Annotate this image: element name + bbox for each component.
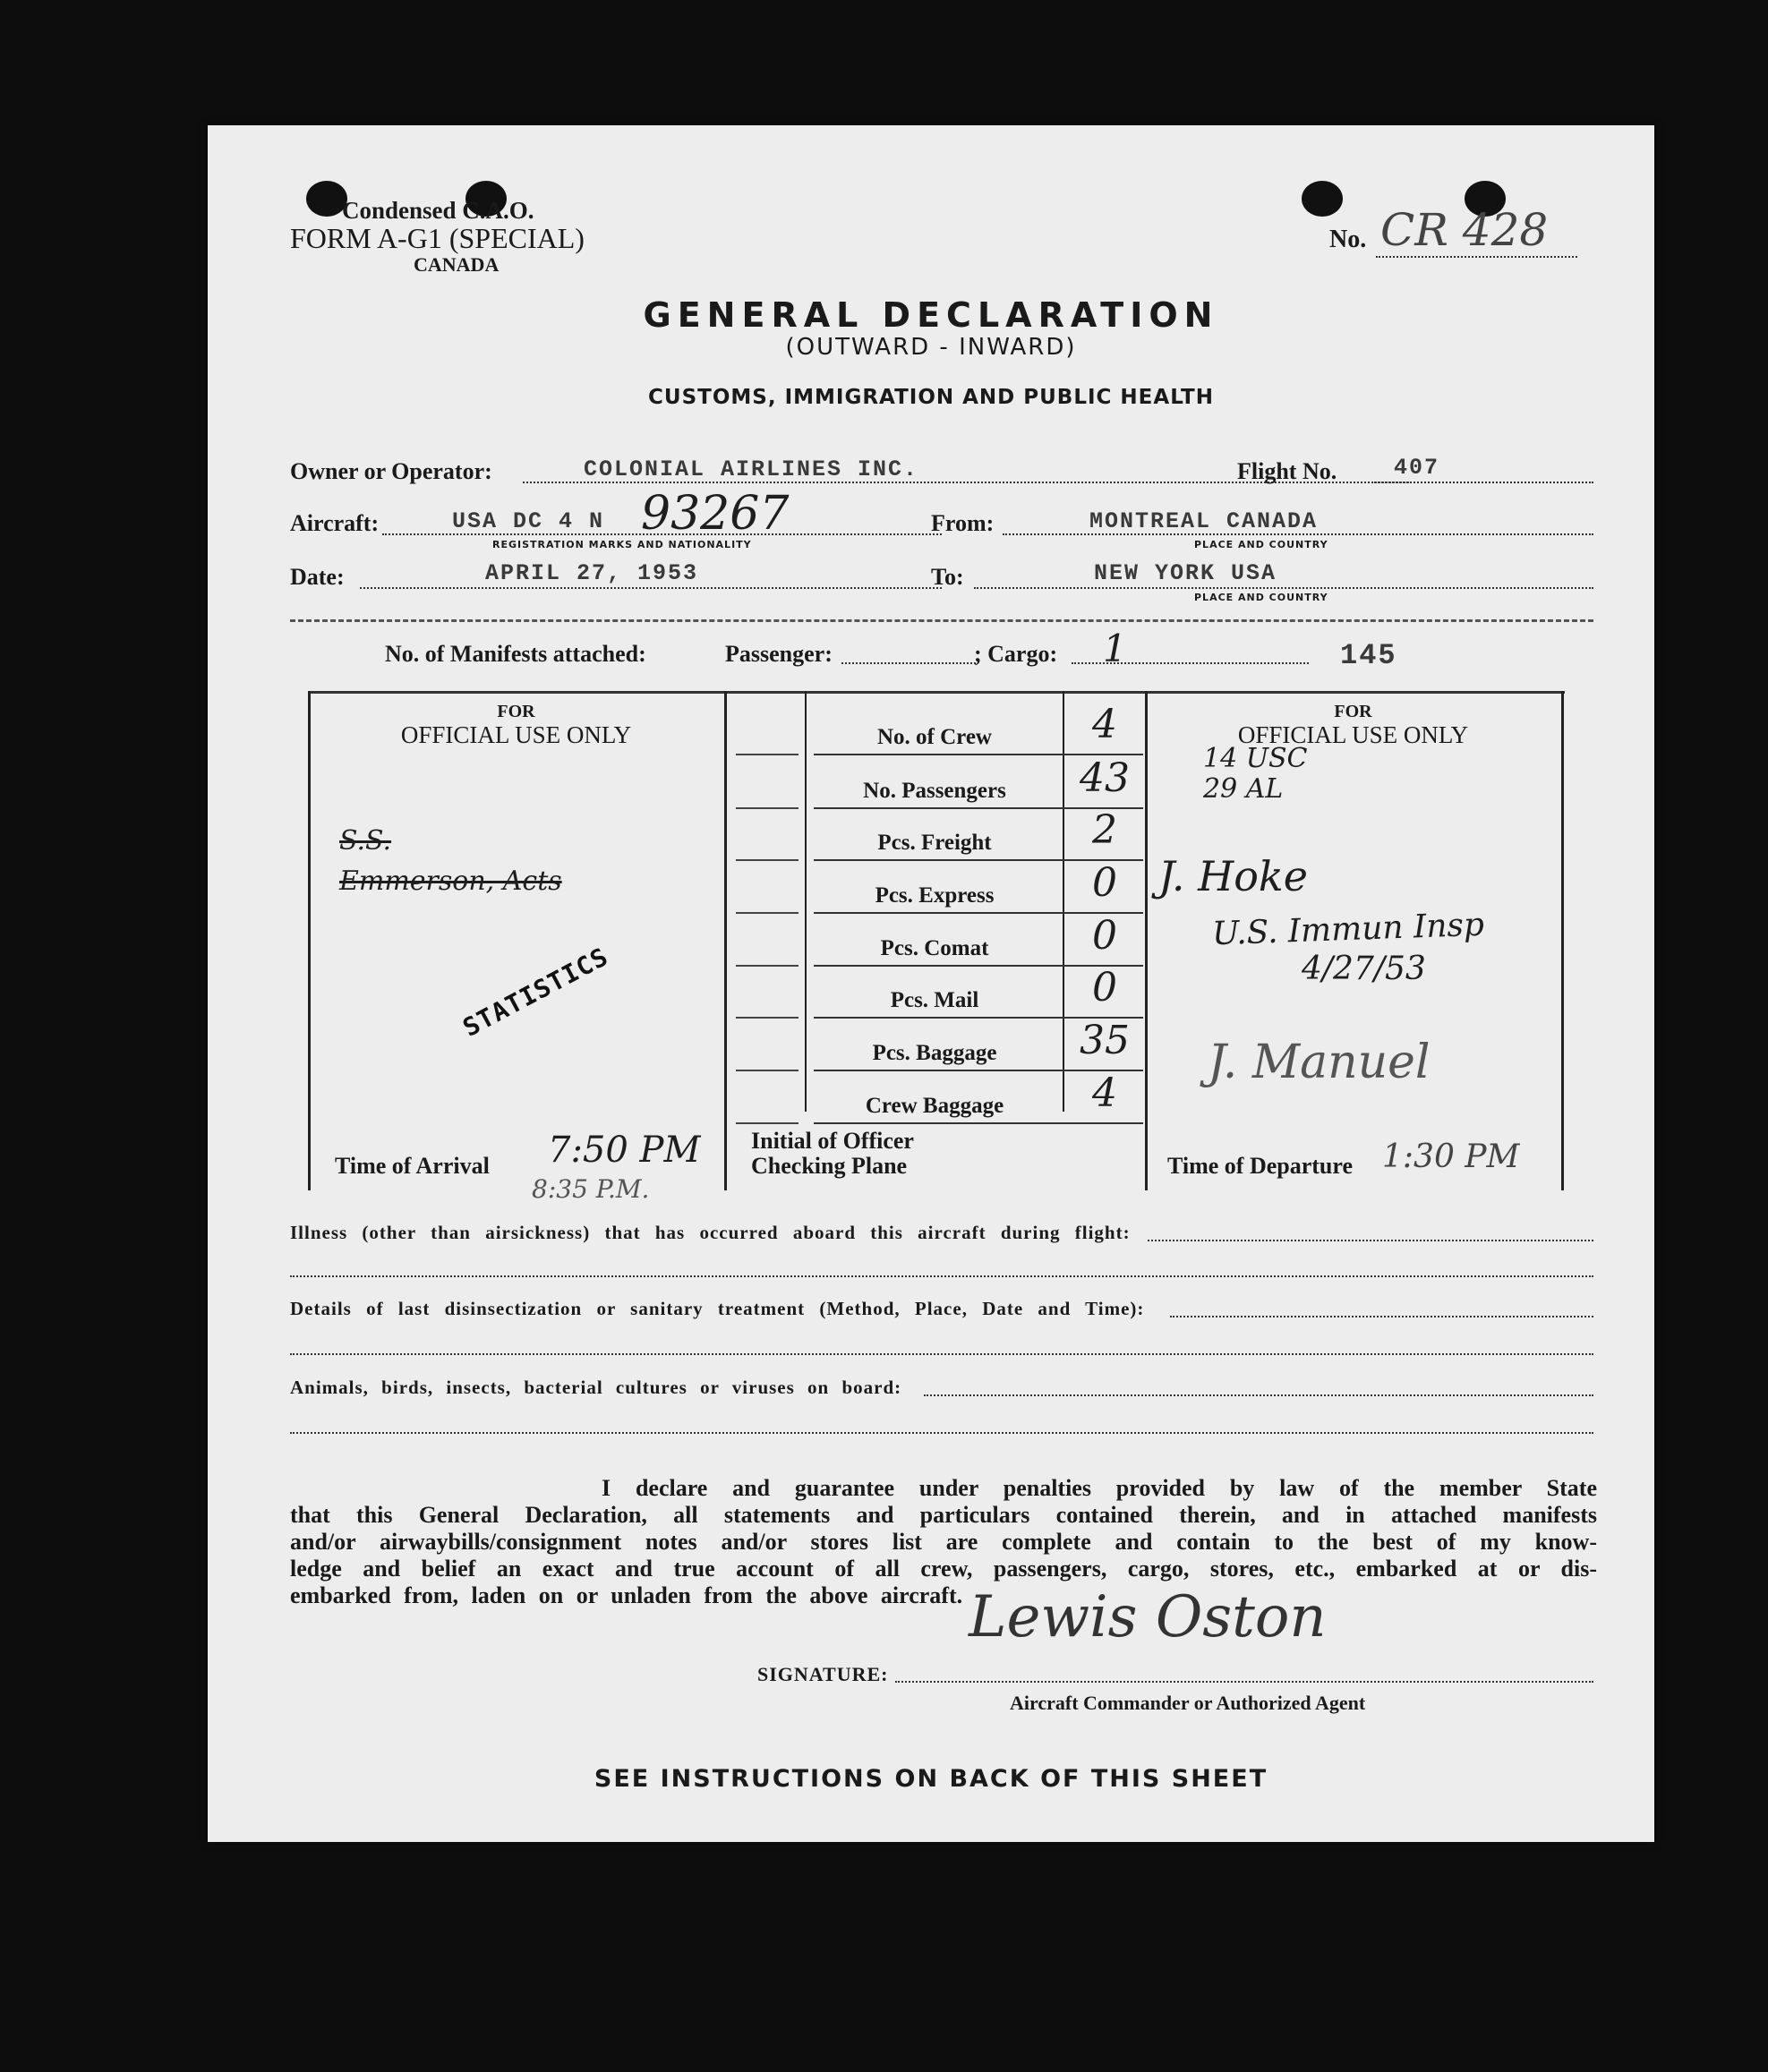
declaration-line-2: that this General Declaration, all statements and particulars contained therein, and in attached manifests <box>290 1502 1597 1528</box>
right-note-2: 29 AL <box>1203 773 1284 805</box>
declaration-line-3: and/or airwaybills/consignment notes and/or stores list are complete and contain to the best of my know- <box>290 1529 1597 1555</box>
declaration-line-4: ledge and belief an exact and true account of all crew, passengers, cargo, stores, etc., embarked at or dis- <box>290 1556 1597 1582</box>
condensed-line: Condensed C.A.O. <box>342 197 534 224</box>
manifests-extra-value: 145 <box>1340 639 1397 672</box>
disinsectization-line-2 <box>290 1353 1593 1355</box>
table-top-rule <box>308 691 1565 694</box>
manifests-passenger-line <box>841 662 976 664</box>
animals-question: Animals, birds, insects, bacterial cultures or viruses on board: <box>290 1377 902 1398</box>
declaration-line-5: embarked from, laden on or unladen from the above aircraft. <box>290 1582 963 1608</box>
comat-row-label: Pcs. Comat <box>880 936 989 960</box>
left-strike-2: Emmerson, Acts <box>339 865 562 897</box>
to-line <box>974 587 1593 589</box>
from-value[interactable]: MONTREAL CANADA <box>1089 508 1319 534</box>
illness-line-1 <box>1148 1240 1593 1241</box>
manifests-cargo-value[interactable]: 1 <box>1103 627 1127 670</box>
express-value[interactable]: 0 <box>1092 860 1117 906</box>
initial-blank-7 <box>736 1070 799 1071</box>
from-caption: PLACE AND COUNTRY <box>1194 539 1328 550</box>
initial-blank-5 <box>736 965 799 967</box>
arrival-value-2: 8:35 P.M. <box>532 1174 650 1204</box>
right-inspector: U.S. Immun Insp <box>1211 906 1485 953</box>
aircraft-typed[interactable]: USA DC 4 N <box>452 508 605 534</box>
manifests-cargo-label: ; Cargo: <box>974 641 1058 667</box>
flight-line <box>1371 482 1593 483</box>
left-official-for: FOR <box>497 702 535 721</box>
form-title: GENERAL DECLARATION <box>643 295 1219 335</box>
to-label: To: <box>931 564 964 590</box>
signature-value[interactable]: Lewis Oston <box>969 1584 1327 1650</box>
form-number: FORM A-G1 (SPECIAL) <box>290 222 585 254</box>
declaration-line-1: I declare and guarantee under penalties provided by law of the member State <box>602 1475 1597 1501</box>
form-subtitle: (OUTWARD - INWARD) <box>785 334 1077 361</box>
initial-blank-4 <box>736 912 799 914</box>
from-label: From: <box>931 510 995 536</box>
aircraft-registration[interactable]: 93267 <box>641 487 790 541</box>
crew-baggage-value[interactable]: 4 <box>1092 1070 1117 1116</box>
table-col-divider-4 <box>1145 691 1148 1190</box>
to-value[interactable]: NEW YORK USA <box>1094 560 1277 586</box>
flight-value[interactable]: 407 <box>1394 455 1440 481</box>
footer-instructions: SEE INSTRUCTIONS ON BACK OF THIS SHEET <box>594 1765 1268 1793</box>
flight-label: Flight No. <box>1237 458 1337 484</box>
initial-blank-2 <box>736 807 799 809</box>
arrival-label: Time of Arrival <box>335 1153 490 1179</box>
illness-line-2 <box>290 1275 1593 1277</box>
disinsectization-line-1 <box>1170 1316 1593 1317</box>
form-departments: CUSTOMS, IMMIGRATION AND PUBLIC HEALTH <box>648 386 1214 409</box>
date-value[interactable]: APRIL 27, 1953 <box>485 560 699 586</box>
officer-label-2: Checking Plane <box>751 1153 908 1179</box>
punch-hole-3 <box>1302 181 1343 217</box>
table-col-divider-1 <box>724 691 727 1190</box>
departure-label: Time of Departure <box>1167 1153 1353 1179</box>
right-signature-2: J. Manuel <box>1208 1036 1431 1089</box>
right-official-for: FOR <box>1334 702 1372 721</box>
mail-value[interactable]: 0 <box>1092 965 1117 1010</box>
officer-label-1: Initial of Officer <box>751 1128 914 1154</box>
disinsectization-question: Details of last disinsectization or sanitary treatment (Method, Place, Date and Time): <box>290 1298 1145 1319</box>
initial-blank-8 <box>736 1122 799 1124</box>
right-note-1: 14 USC <box>1203 743 1308 774</box>
table-right-border <box>1561 691 1564 1190</box>
date-label: Date: <box>290 564 345 590</box>
table-left-border <box>308 691 311 1190</box>
left-official-title: OFFICIAL USE ONLY <box>400 721 632 748</box>
baggage-row-label: Pcs. Baggage <box>872 1041 997 1065</box>
owner-value[interactable]: COLONIAL AIRLINES INC. <box>584 456 919 482</box>
initial-blank-3 <box>736 859 799 861</box>
freight-row-label: Pcs. Freight <box>877 831 992 855</box>
initial-blank-6 <box>736 1017 799 1019</box>
freight-value[interactable]: 2 <box>1092 807 1117 853</box>
aircraft-caption: REGISTRATION MARKS AND NATIONALITY <box>492 539 752 550</box>
passengers-value[interactable]: 43 <box>1080 755 1130 801</box>
header-separator <box>290 619 1593 622</box>
express-row-label: Pcs. Express <box>875 883 995 908</box>
signature-line <box>895 1681 1593 1683</box>
illness-question: Illness (other than airsickness) that has occurred aboard this aircraft during flight: <box>290 1222 1131 1243</box>
crew-baggage-row-label: Crew Baggage <box>865 1094 1004 1118</box>
arrival-value[interactable]: 7:50 PM <box>548 1130 701 1171</box>
departure-value[interactable]: 1:30 PM <box>1382 1138 1520 1175</box>
right-official-title: OFFICIAL USE ONLY <box>1237 721 1469 748</box>
right-signature: J. Hoke <box>1158 852 1309 900</box>
to-caption: PLACE AND COUNTRY <box>1194 592 1328 603</box>
serial-no-value: CR 428 <box>1380 204 1549 256</box>
manifests-passenger-label: Passenger: <box>725 641 833 667</box>
manifests-label: No. of Manifests attached: <box>385 641 646 667</box>
serial-no-line <box>1376 256 1577 258</box>
statistics-stamp: STATISTICS <box>457 942 613 1043</box>
mail-row-label: Pcs. Mail <box>890 988 979 1012</box>
comat-value[interactable]: 0 <box>1092 913 1117 959</box>
serial-no-label: No. <box>1329 226 1367 253</box>
animals-line-1 <box>924 1394 1593 1396</box>
crew-row-label: No. of Crew <box>877 725 992 749</box>
row-rule-8 <box>814 1122 1143 1124</box>
passengers-row-label: No. Passengers <box>863 779 1006 803</box>
crew-value[interactable]: 4 <box>1092 702 1117 747</box>
signature-caption: Aircraft Commander or Authorized Agent <box>1010 1692 1366 1714</box>
form-country: CANADA <box>414 253 500 276</box>
left-strike-1: S.S. <box>339 825 392 857</box>
baggage-value[interactable]: 35 <box>1080 1018 1130 1063</box>
owner-label: Owner or Operator: <box>290 458 492 484</box>
declaration-form-sheet <box>208 125 1654 1842</box>
signature-label: SIGNATURE: <box>757 1663 889 1685</box>
initial-blank-1 <box>736 754 799 755</box>
right-date: 4/27/53 <box>1302 951 1426 987</box>
animals-line-2 <box>290 1432 1593 1434</box>
manifest-table <box>308 691 1565 1204</box>
date-line <box>360 587 942 589</box>
aircraft-label: Aircraft: <box>290 510 380 536</box>
